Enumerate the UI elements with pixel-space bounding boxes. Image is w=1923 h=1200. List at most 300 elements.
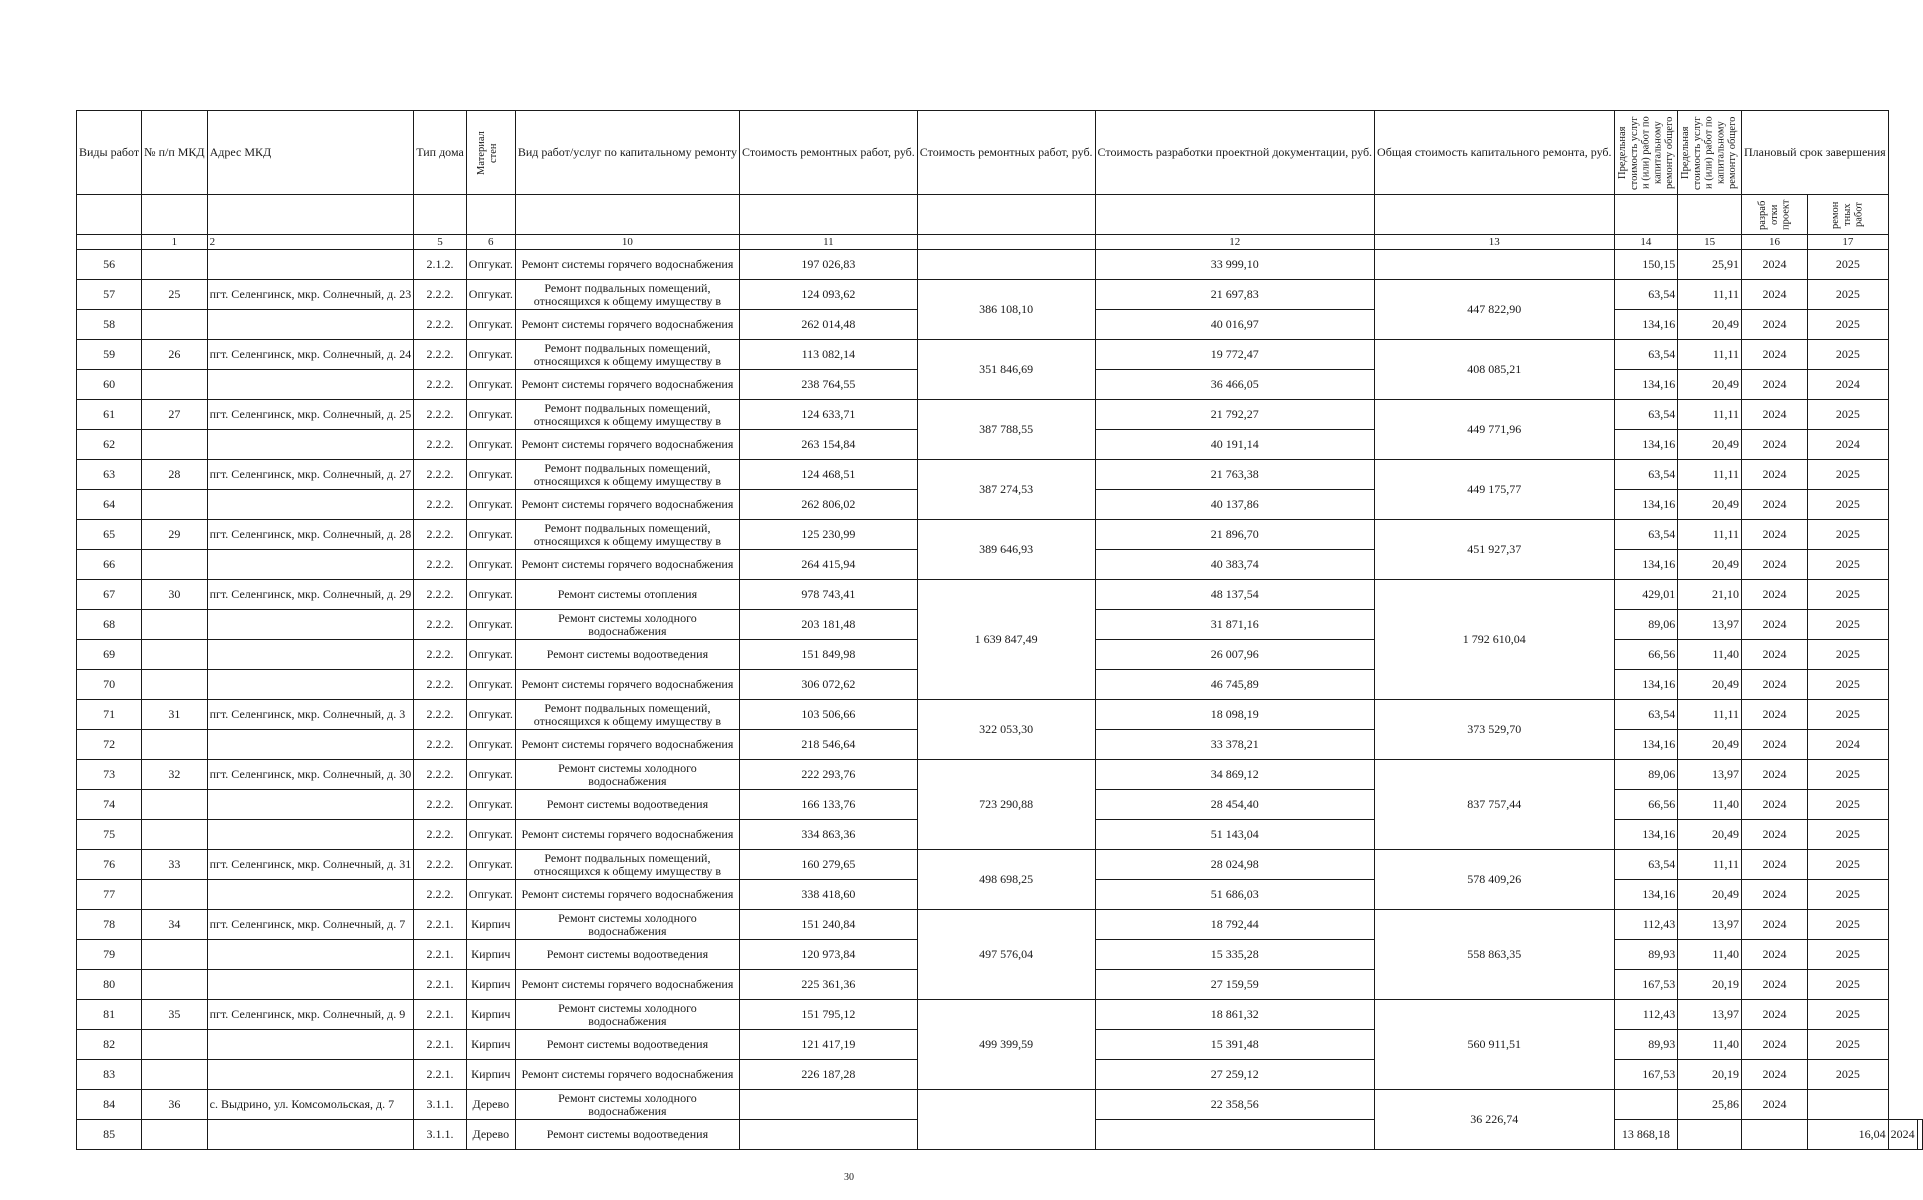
work-type-cell: Ремонт системы горячего водоснабжения bbox=[515, 370, 739, 400]
wall-material-cell: Кирпич bbox=[466, 1030, 515, 1060]
repair-cost-cell: 124 093,62 bbox=[740, 280, 918, 310]
mkd-number bbox=[142, 490, 208, 520]
address-cell: пгт. Селенгинск, мкр. Солнечный, д. 3 bbox=[207, 700, 414, 730]
design-cost-cell: 15 391,48 bbox=[1095, 1030, 1375, 1060]
wall-material-cell: Опгукат. bbox=[466, 250, 515, 280]
limit-cost-1-cell: 66,56 bbox=[1614, 790, 1678, 820]
repair-cost-cell: 151 240,84 bbox=[740, 910, 918, 940]
total-cost-cell: 36 226,74 bbox=[1375, 1090, 1614, 1150]
design-cost-cell: 28 454,40 bbox=[1095, 790, 1375, 820]
design-cost-cell: 36 466,05 bbox=[1095, 370, 1375, 400]
mkd-number bbox=[142, 310, 208, 340]
limit-cost-1-cell: 63,54 bbox=[1614, 850, 1678, 880]
repair-cost-cell: 103 506,66 bbox=[740, 700, 918, 730]
col-header-design-cost: Стоимость разработки проектной документации, руб. bbox=[1095, 111, 1375, 195]
repair-cost-total-cell bbox=[917, 250, 1095, 280]
work-type-cell: Ремонт системы водоотведения bbox=[515, 1120, 739, 1150]
col-header-mkd-number: № п/п МКД bbox=[142, 111, 208, 195]
address-cell: пгт. Селенгинск, мкр. Солнечный, д. 28 bbox=[207, 520, 414, 550]
work-type-cell: Ремонт системы горячего водоснабжения bbox=[515, 730, 739, 760]
limit-cost-2-cell: 20,49 bbox=[1678, 490, 1742, 520]
repair-deadline-cell: 2025 bbox=[1808, 1060, 1889, 1090]
address-cell bbox=[207, 250, 414, 280]
total-cost-cell: 578 409,26 bbox=[1375, 850, 1614, 910]
repair-cost-total-cell: 389 646,93 bbox=[917, 520, 1095, 580]
design-cost-cell: 33 378,21 bbox=[1095, 730, 1375, 760]
mkd-number bbox=[142, 790, 208, 820]
limit-cost-2-cell: 11,40 bbox=[1678, 940, 1742, 970]
house-type-cell: 2.2.2. bbox=[414, 550, 467, 580]
work-type-cell: Ремонт системы горячего водоснабжения bbox=[515, 820, 739, 850]
work-type-cell: Ремонт системы водоотведения bbox=[515, 1030, 739, 1060]
row-number: 66 bbox=[77, 550, 142, 580]
design-cost-cell: 31 871,16 bbox=[1095, 610, 1375, 640]
repair-deadline-cell: 2025 bbox=[1808, 940, 1889, 970]
total-cost-cell: 1 792 610,04 bbox=[1375, 580, 1614, 700]
design-deadline-cell: 2024 bbox=[1742, 610, 1808, 640]
house-type-cell: 2.2.2. bbox=[414, 700, 467, 730]
design-deadline-cell: 2024 bbox=[1742, 970, 1808, 1000]
row-number: 59 bbox=[77, 340, 142, 370]
work-type-cell: Ремонт системы горячего водоснабжения bbox=[515, 430, 739, 460]
row-number: 56 bbox=[77, 250, 142, 280]
col-header-work-type: Вид работ/услуг по капитальному ремонту bbox=[515, 111, 739, 195]
repair-deadline-cell: 2025 bbox=[1808, 250, 1889, 280]
address-cell: пгт. Селенгинск, мкр. Солнечный, д. 24 bbox=[207, 340, 414, 370]
repair-cost-cell: 113 082,14 bbox=[740, 340, 918, 370]
limit-cost-1-cell: 134,16 bbox=[1614, 880, 1678, 910]
row-number: 85 bbox=[77, 1120, 142, 1150]
house-type-cell: 2.2.2. bbox=[414, 520, 467, 550]
repair-cost-total-cell: 387 788,55 bbox=[917, 400, 1095, 460]
wall-material-cell: Опгукат. bbox=[466, 820, 515, 850]
design-deadline-cell: 2024 bbox=[1742, 820, 1808, 850]
design-deadline-cell: 2024 bbox=[1742, 460, 1808, 490]
house-type-cell: 2.2.1. bbox=[414, 970, 467, 1000]
design-cost-cell: 27 159,59 bbox=[1095, 970, 1375, 1000]
repair-cost-cell: 262 014,48 bbox=[740, 310, 918, 340]
address-cell bbox=[207, 430, 414, 460]
repair-cost-cell: 238 764,55 bbox=[740, 370, 918, 400]
repair-deadline-cell: 2025 bbox=[1808, 340, 1889, 370]
address-cell bbox=[207, 1030, 414, 1060]
limit-cost-1-cell: 134,16 bbox=[1614, 550, 1678, 580]
limit-cost-2-label: Предельная стоимость услуг и (или) работ по капитальному ремонту общего bbox=[1680, 115, 1739, 190]
design-cost-cell: 34 869,12 bbox=[1095, 760, 1375, 790]
house-type-cell: 2.2.2. bbox=[414, 610, 467, 640]
column-number-row bbox=[77, 235, 1923, 250]
column-number: 14 bbox=[1614, 235, 1678, 250]
repair-cost-total-cell: 351 846,69 bbox=[917, 340, 1095, 400]
limit-cost-1-cell: 134,16 bbox=[1614, 490, 1678, 520]
work-type-cell: Ремонт системы водоотведения bbox=[515, 640, 739, 670]
limit-cost-1-cell: 150,15 bbox=[1614, 250, 1678, 280]
column-number: 5 bbox=[414, 235, 467, 250]
row-number: 61 bbox=[77, 400, 142, 430]
repair-deadline-cell: 2025 bbox=[1808, 460, 1889, 490]
limit-cost-2-cell: 11,11 bbox=[1678, 340, 1742, 370]
repair-cost-total-cell: 497 576,04 bbox=[917, 910, 1095, 1000]
address-cell: пгт. Селенгинск, мкр. Солнечный, д. 23 bbox=[207, 280, 414, 310]
mkd-number: 26 bbox=[142, 340, 208, 370]
design-deadline-cell: 2024 bbox=[1742, 430, 1808, 460]
repair-cost-cell: 124 468,51 bbox=[740, 460, 918, 490]
col-header-repair-cost-total: Стоимость ремонтных работ, руб. bbox=[917, 111, 1095, 195]
work-type-cell: Ремонт системы водоотведения bbox=[515, 790, 739, 820]
wall-material-cell: Опгукат. bbox=[466, 520, 515, 550]
house-type-cell: 2.2.1. bbox=[414, 1000, 467, 1030]
design-deadline-cell: 2024 bbox=[1742, 1060, 1808, 1090]
wall-material-cell: Кирпич bbox=[466, 940, 515, 970]
work-type-cell: Ремонт системы горячего водоснабжения bbox=[515, 670, 739, 700]
row-number: 81 bbox=[77, 1000, 142, 1030]
table-row bbox=[77, 1000, 1923, 1030]
design-deadline-cell: 2024 bbox=[1888, 1120, 1917, 1150]
design-cost-cell: 51 686,03 bbox=[1095, 880, 1375, 910]
table-row bbox=[77, 520, 1923, 550]
repair-cost-cell: 124 633,71 bbox=[740, 400, 918, 430]
limit-cost-2-cell: 11,40 bbox=[1678, 640, 1742, 670]
design-cost-cell: 27 259,12 bbox=[1095, 1060, 1375, 1090]
limit-cost-1-cell: 66,56 bbox=[1614, 640, 1678, 670]
repair-cost-cell: 264 415,94 bbox=[740, 550, 918, 580]
house-type-cell: 2.2.2. bbox=[414, 460, 467, 490]
address-cell bbox=[207, 610, 414, 640]
house-type-cell: 3.1.1. bbox=[414, 1120, 467, 1150]
total-cost-cell: 837 757,44 bbox=[1375, 760, 1614, 850]
house-type-cell: 2.2.1. bbox=[414, 1060, 467, 1090]
limit-cost-1-cell: 63,54 bbox=[1614, 460, 1678, 490]
mkd-number bbox=[142, 1120, 208, 1150]
row-number: 60 bbox=[77, 370, 142, 400]
design-deadline-cell: 2024 bbox=[1742, 340, 1808, 370]
address-cell bbox=[207, 820, 414, 850]
row-number: 74 bbox=[77, 790, 142, 820]
total-cost-cell: 558 863,35 bbox=[1375, 910, 1614, 1000]
design-cost-cell: 48 137,54 bbox=[1095, 580, 1375, 610]
mkd-number: 36 bbox=[142, 1090, 208, 1120]
wall-material-cell: Дерево bbox=[466, 1120, 515, 1150]
row-number: 82 bbox=[77, 1030, 142, 1060]
mkd-number bbox=[142, 670, 208, 700]
repair-deadline-cell: 2025 bbox=[1808, 310, 1889, 340]
repair-cost-cell: 121 417,19 bbox=[740, 1030, 918, 1060]
row-number: 57 bbox=[77, 280, 142, 310]
wall-material-cell: Опгукат. bbox=[466, 550, 515, 580]
design-cost-cell: 21 896,70 bbox=[1095, 520, 1375, 550]
repair-label: ремон тных работ bbox=[1830, 200, 1865, 229]
repair-cost-total-cell: 498 698,25 bbox=[917, 850, 1095, 910]
address-cell: пгт. Селенгинск, мкр. Солнечный, д. 9 bbox=[207, 1000, 414, 1030]
design-cost-cell: 46 745,89 bbox=[1095, 670, 1375, 700]
address-cell bbox=[207, 490, 414, 520]
wall-material-cell: Кирпич bbox=[466, 970, 515, 1000]
design-cost-cell: 13 868,18 bbox=[1614, 1120, 1678, 1150]
limit-cost-2-cell: 20,49 bbox=[1678, 880, 1742, 910]
work-type-cell: Ремонт системы холодного водоснабжения bbox=[515, 1090, 739, 1120]
wall-material-cell: Дерево bbox=[466, 1090, 515, 1120]
repair-deadline-cell: 2025 bbox=[1808, 970, 1889, 1000]
row-number: 73 bbox=[77, 760, 142, 790]
mkd-number: 31 bbox=[142, 700, 208, 730]
repair-deadline-cell: 2025 bbox=[1808, 880, 1889, 910]
mkd-number bbox=[142, 430, 208, 460]
mkd-number bbox=[142, 370, 208, 400]
repair-deadline-cell: 2025 bbox=[1808, 850, 1889, 880]
address-cell bbox=[207, 730, 414, 760]
work-type-cell: Ремонт системы горячего водоснабжения bbox=[515, 1060, 739, 1090]
design-deadline-cell: 2024 bbox=[1742, 280, 1808, 310]
address-cell bbox=[207, 970, 414, 1000]
wall-material-cell: Опгукат. bbox=[466, 310, 515, 340]
work-type-cell: Ремонт подвальных помещений, относящихся к общему имуществу в bbox=[515, 460, 739, 490]
work-type-cell: Ремонт подвальных помещений, относящихся к общему имуществу в bbox=[515, 400, 739, 430]
wall-material-cell: Опгукат. bbox=[466, 670, 515, 700]
design-deadline-cell: 2024 bbox=[1742, 1000, 1808, 1030]
column-number: 1 bbox=[142, 235, 208, 250]
repair-cost-total-cell bbox=[917, 1090, 1095, 1150]
house-type-cell: 2.2.1. bbox=[414, 940, 467, 970]
limit-cost-2-cell: 25,91 bbox=[1678, 250, 1742, 280]
design-cost-cell: 28 024,98 bbox=[1095, 850, 1375, 880]
repair-deadline-cell: 2025 bbox=[1808, 760, 1889, 790]
limit-cost-1-cell: 134,16 bbox=[1614, 730, 1678, 760]
wall-material-cell: Опгукат. bbox=[466, 730, 515, 760]
limit-cost-1-cell: 134,16 bbox=[1614, 820, 1678, 850]
wall-material-cell: Опгукат. bbox=[466, 400, 515, 430]
repair-cost-cell: 160 279,65 bbox=[740, 850, 918, 880]
work-type-cell: Ремонт системы горячего водоснабжения bbox=[515, 310, 739, 340]
mkd-number bbox=[142, 730, 208, 760]
limit-cost-1-cell: 63,54 bbox=[1614, 400, 1678, 430]
address-cell bbox=[207, 550, 414, 580]
limit-cost-2-cell: 20,19 bbox=[1678, 970, 1742, 1000]
limit-cost-1-cell: 63,54 bbox=[1614, 340, 1678, 370]
address-cell bbox=[207, 790, 414, 820]
limit-cost-2-cell: 11,11 bbox=[1678, 460, 1742, 490]
work-type-cell: Ремонт подвальных помещений, относящихся к общему имуществу в bbox=[515, 700, 739, 730]
row-number: 76 bbox=[77, 850, 142, 880]
header-row bbox=[77, 111, 1923, 195]
design-deadline-cell: 2024 bbox=[1742, 1090, 1808, 1120]
col-header-limit-cost-2 bbox=[1678, 111, 1742, 195]
limit-cost-1-cell: 112,43 bbox=[1614, 910, 1678, 940]
mkd-number bbox=[142, 550, 208, 580]
repair-cost-cell: 203 181,48 bbox=[740, 610, 918, 640]
total-cost-cell: 447 822,90 bbox=[1375, 280, 1614, 340]
repair-cost-cell: 334 863,36 bbox=[740, 820, 918, 850]
row-number: 84 bbox=[77, 1090, 142, 1120]
design-deadline-cell: 2024 bbox=[1742, 520, 1808, 550]
work-type-cell: Ремонт системы холодного водоснабжения bbox=[515, 1000, 739, 1030]
column-number: 2 bbox=[207, 235, 414, 250]
design-deadline-cell: 2024 bbox=[1742, 580, 1808, 610]
address-cell: пгт. Селенгинск, мкр. Солнечный, д. 27 bbox=[207, 460, 414, 490]
limit-cost-1-cell: 89,06 bbox=[1614, 610, 1678, 640]
limit-cost-1-cell: 134,16 bbox=[1614, 370, 1678, 400]
column-number: 6 bbox=[466, 235, 515, 250]
repair-deadline-cell: 2024 bbox=[1808, 370, 1889, 400]
mkd-number: 29 bbox=[142, 520, 208, 550]
design-cost-cell: 21 697,83 bbox=[1095, 280, 1375, 310]
row-number: 58 bbox=[77, 310, 142, 340]
limit-cost-2-cell: 13,97 bbox=[1678, 760, 1742, 790]
address-cell bbox=[207, 370, 414, 400]
col-header-address: Адрес МКД bbox=[207, 111, 414, 195]
limit-cost-2-cell: 11,11 bbox=[1678, 850, 1742, 880]
wall-material-cell: Опгукат. bbox=[466, 760, 515, 790]
design-cost-cell: 40 191,14 bbox=[1095, 430, 1375, 460]
wall-material-cell: Опгукат. bbox=[466, 580, 515, 610]
limit-cost-2-cell: 11,11 bbox=[1678, 280, 1742, 310]
col-header-repair-cost: Стоимость ремонтных работ, руб. bbox=[740, 111, 918, 195]
design-cost-cell: 19 772,47 bbox=[1095, 340, 1375, 370]
mkd-number bbox=[142, 970, 208, 1000]
limit-cost-1-label: Предельная стоимость услуг и (или) работ по капитальному ремонту общего bbox=[1616, 115, 1675, 190]
row-number: 70 bbox=[77, 670, 142, 700]
table-row bbox=[77, 1090, 1923, 1120]
house-type-cell: 2.2.2. bbox=[414, 310, 467, 340]
design-label: разраб отки проект bbox=[1756, 199, 1792, 230]
address-cell bbox=[207, 880, 414, 910]
repair-cost-cell: 306 072,62 bbox=[740, 670, 918, 700]
row-number: 78 bbox=[77, 910, 142, 940]
col-header-limit-cost-1 bbox=[1614, 111, 1678, 195]
repair-deadline-cell: 2025 bbox=[1808, 550, 1889, 580]
total-cost-cell bbox=[1375, 250, 1614, 280]
limit-cost-2-cell: 16,04 bbox=[1808, 1120, 1889, 1150]
design-cost-cell: 33 999,10 bbox=[1095, 250, 1375, 280]
table-row bbox=[77, 250, 1923, 280]
repair-deadline-cell: 2024 bbox=[1808, 730, 1889, 760]
wall-material-cell: Опгукат. bbox=[466, 280, 515, 310]
mkd-number: 30 bbox=[142, 580, 208, 610]
limit-cost-2-cell: 25,86 bbox=[1678, 1090, 1742, 1120]
limit-cost-2-cell: 13,97 bbox=[1678, 1000, 1742, 1030]
row-number: 72 bbox=[77, 730, 142, 760]
wall-material-cell: Кирпич bbox=[466, 1000, 515, 1030]
mkd-number bbox=[142, 880, 208, 910]
column-number: 13 bbox=[1375, 235, 1614, 250]
column-number bbox=[917, 235, 1095, 250]
house-type-cell: 2.2.2. bbox=[414, 820, 467, 850]
col-header-work-kind: Виды работ bbox=[77, 111, 142, 195]
design-deadline-cell: 2024 bbox=[1742, 1030, 1808, 1060]
repair-deadline-cell: 2025 bbox=[1808, 820, 1889, 850]
mkd-number bbox=[142, 610, 208, 640]
house-type-cell: 2.2.2. bbox=[414, 760, 467, 790]
house-type-cell: 2.2.2. bbox=[414, 580, 467, 610]
column-number: 11 bbox=[740, 235, 918, 250]
address-cell bbox=[207, 670, 414, 700]
limit-cost-1-cell bbox=[1742, 1120, 1808, 1150]
work-type-cell: Ремонт подвальных помещений, относящихся к общему имуществу в bbox=[515, 850, 739, 880]
house-type-cell: 2.2.2. bbox=[414, 400, 467, 430]
limit-cost-1-cell: 134,16 bbox=[1614, 670, 1678, 700]
mkd-number bbox=[142, 1030, 208, 1060]
col-subheader-repair bbox=[1808, 195, 1889, 235]
mkd-number: 28 bbox=[142, 460, 208, 490]
table-row bbox=[77, 580, 1923, 610]
work-type-cell: Ремонт подвальных помещений, относящихся к общему имуществу в bbox=[515, 280, 739, 310]
design-deadline-cell: 2024 bbox=[1742, 700, 1808, 730]
design-cost-cell: 18 861,32 bbox=[1095, 1000, 1375, 1030]
repair-cost-cell: 226 187,28 bbox=[740, 1060, 918, 1090]
repair-cost-total-cell: 322 053,30 bbox=[917, 700, 1095, 760]
house-type-cell: 2.2.2. bbox=[414, 730, 467, 760]
design-deadline-cell: 2024 bbox=[1742, 550, 1808, 580]
wall-material-label: Материал стен bbox=[475, 130, 499, 175]
table-row bbox=[77, 460, 1923, 490]
repair-cost-cell: 218 546,64 bbox=[740, 730, 918, 760]
wall-material-cell: Опгукат. bbox=[466, 340, 515, 370]
repair-deadline-cell: 2025 bbox=[1808, 670, 1889, 700]
design-deadline-cell: 2024 bbox=[1742, 640, 1808, 670]
limit-cost-2-cell: 11,11 bbox=[1678, 700, 1742, 730]
wall-material-cell: Опгукат. bbox=[466, 460, 515, 490]
wall-material-cell: Опгукат. bbox=[466, 790, 515, 820]
repair-deadline-cell: 2025 bbox=[1808, 700, 1889, 730]
address-cell: пгт. Селенгинск, мкр. Солнечный, д. 31 bbox=[207, 850, 414, 880]
subheader-row bbox=[77, 195, 1923, 235]
limit-cost-2-cell: 13,97 bbox=[1678, 910, 1742, 940]
design-cost-cell: 40 137,86 bbox=[1095, 490, 1375, 520]
repair-cost-cell bbox=[740, 1090, 918, 1120]
mkd-number: 34 bbox=[142, 910, 208, 940]
column-number: 10 bbox=[515, 235, 739, 250]
row-number: 62 bbox=[77, 430, 142, 460]
design-deadline-cell: 2024 bbox=[1742, 490, 1808, 520]
col-header-house-type: Тип дома bbox=[414, 111, 467, 195]
house-type-cell: 2.2.2. bbox=[414, 880, 467, 910]
mkd-number bbox=[142, 250, 208, 280]
row-number: 83 bbox=[77, 1060, 142, 1090]
design-deadline-cell: 2024 bbox=[1742, 850, 1808, 880]
work-type-cell: Ремонт системы холодного водоснабжения bbox=[515, 610, 739, 640]
address-cell bbox=[207, 310, 414, 340]
repair-cost-total-cell: 387 274,53 bbox=[917, 460, 1095, 520]
wall-material-cell: Опгукат. bbox=[466, 640, 515, 670]
repair-cost-cell: 978 743,41 bbox=[740, 580, 918, 610]
row-number: 65 bbox=[77, 520, 142, 550]
house-type-cell: 3.1.1. bbox=[414, 1090, 467, 1120]
design-deadline-cell: 2024 bbox=[1742, 370, 1808, 400]
work-type-cell: Ремонт системы водоотведения bbox=[515, 940, 739, 970]
repair-cost-cell: 151 795,12 bbox=[740, 1000, 918, 1030]
row-number: 69 bbox=[77, 640, 142, 670]
total-cost-cell: 449 175,77 bbox=[1375, 460, 1614, 520]
limit-cost-2-cell: 20,49 bbox=[1678, 820, 1742, 850]
row-number: 67 bbox=[77, 580, 142, 610]
mkd-number: 27 bbox=[142, 400, 208, 430]
repair-cost-cell: 197 026,83 bbox=[740, 250, 918, 280]
wall-material-cell: Кирпич bbox=[466, 910, 515, 940]
work-type-cell: Ремонт системы отопления bbox=[515, 580, 739, 610]
design-deadline-cell: 2024 bbox=[1742, 940, 1808, 970]
limit-cost-2-cell: 11,40 bbox=[1678, 790, 1742, 820]
table-row bbox=[77, 700, 1923, 730]
address-cell bbox=[207, 940, 414, 970]
house-type-cell: 2.2.2. bbox=[414, 670, 467, 700]
limit-cost-1-cell: 89,93 bbox=[1614, 1030, 1678, 1060]
wall-material-cell: Опгукат. bbox=[466, 880, 515, 910]
repair-cost-cell: 225 361,36 bbox=[740, 970, 918, 1000]
design-cost-cell: 21 792,27 bbox=[1095, 400, 1375, 430]
repair-deadline-cell: 2025 bbox=[1808, 640, 1889, 670]
repair-deadline-cell: 2025 bbox=[1808, 580, 1889, 610]
limit-cost-1-cell: 134,16 bbox=[1614, 310, 1678, 340]
limit-cost-2-cell: 11,11 bbox=[1678, 520, 1742, 550]
